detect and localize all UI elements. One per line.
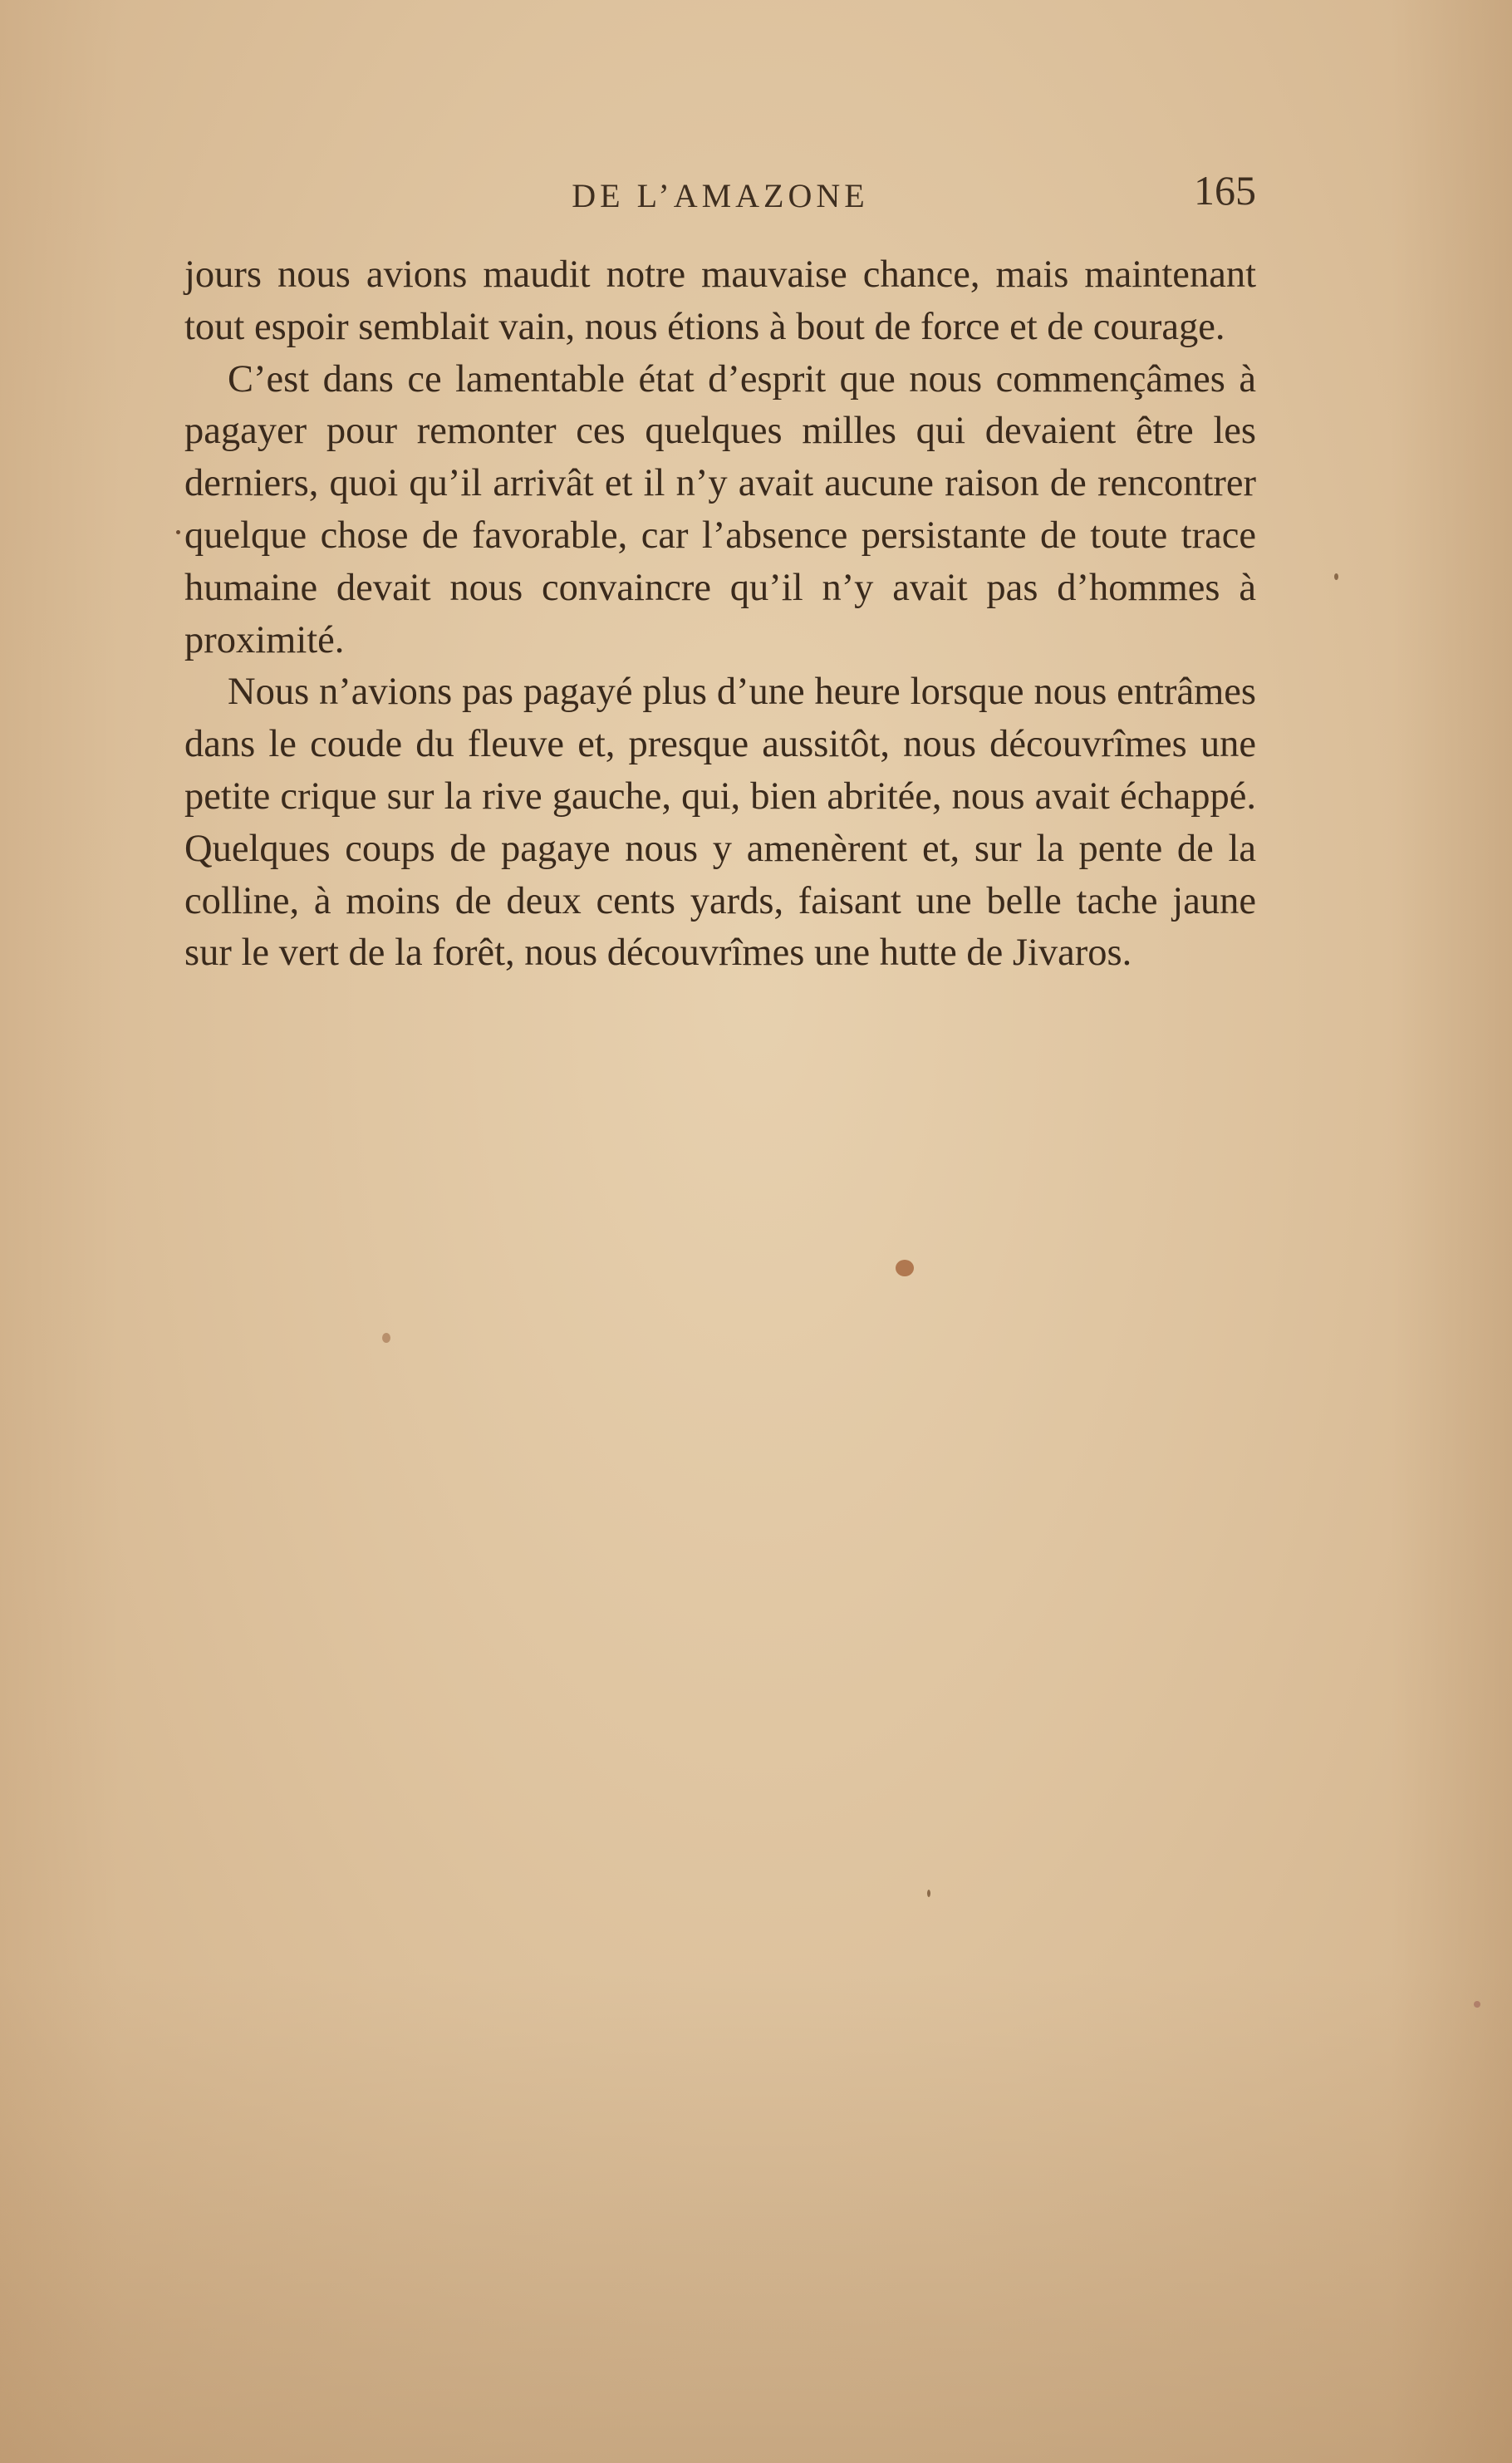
page-number: 165 <box>1194 167 1256 214</box>
page-header <box>184 166 1256 224</box>
running-head: DE L’AMAZONE <box>572 177 869 214</box>
paragraph-1: jours nous avions maudit notre mauvaise chance, mais maintenant tout espoir semblait vain, nous étions à bout de force et de courage. <box>184 253 1256 348</box>
paper-stain-mark <box>1334 573 1338 580</box>
paper-stain-mark <box>176 530 180 534</box>
paper-stain-mark <box>896 1260 914 1276</box>
paper-stain-mark <box>1474 2001 1480 2008</box>
paragraph-3: Nous n’avions pas pagayé plus d’une heure lorsque nous entrâmes dans le coude du fleuve et, presque aussitôt, nous découvrîmes une petite crique sur la rive gauche, qui, bien abritée, nous avait échappé. Quelques coups de pagaye nous y amenèrent et, sur la pente de la colline, à moins de deux cents yards, faisant une belle tache jaune sur le vert de la forêt, nous découvrîmes une hutte de Jivaros. <box>184 671 1256 975</box>
paragraph-2: C’est dans ce lamentable état d’esprit que nous commençâmes à pagayer pour remonter ces quelques milles qui devaient être les derniers, quoi qu’il arrivât et il n’y avait aucune raison de rencontrer quelque chose de favorable, car l’absence persistante de toute trace humaine devait nous convaincre qu’il n’y avait pas d’hommes à proximité. <box>184 357 1256 661</box>
paper-stain-mark <box>382 1333 390 1343</box>
body-text <box>184 249 1256 980</box>
paper-stain-mark <box>927 1890 930 1897</box>
